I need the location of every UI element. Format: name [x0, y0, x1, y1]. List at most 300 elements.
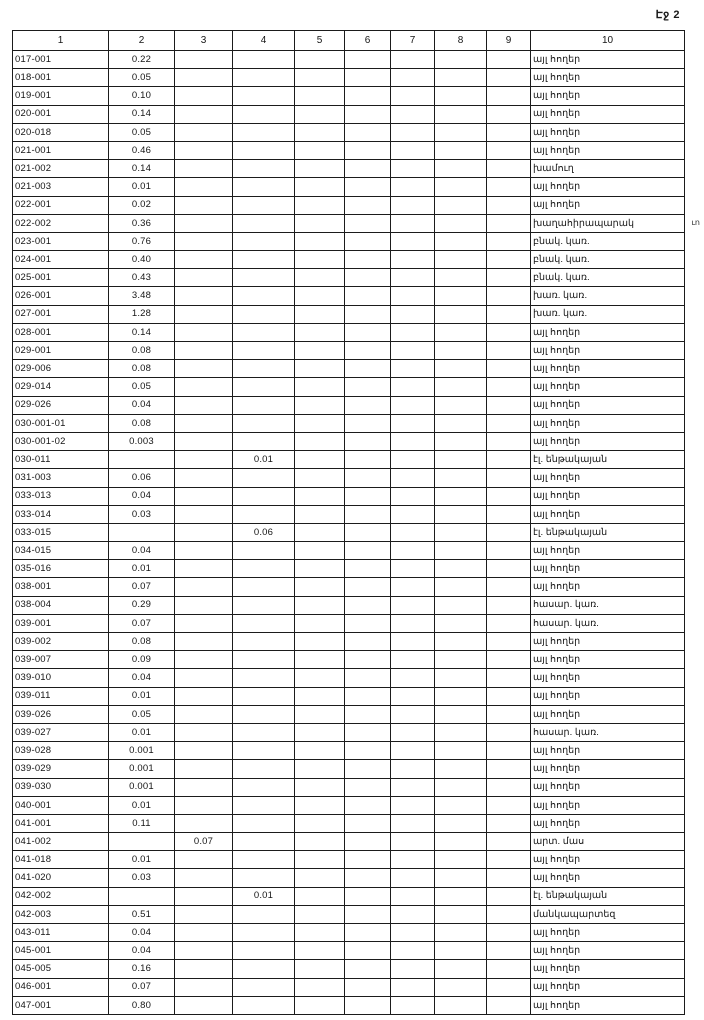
- cell-code: 028-001: [13, 323, 109, 341]
- cell-col4: [233, 778, 295, 796]
- cell-note: այլ հողեր: [531, 378, 685, 396]
- cell-col2: 0.05: [109, 123, 175, 141]
- cell-col6: [345, 287, 391, 305]
- cell-code: 029-001: [13, 342, 109, 360]
- cell-note: այլ հողեր: [531, 814, 685, 832]
- cell-col5: [295, 996, 345, 1014]
- cell-col8: [435, 851, 487, 869]
- cell-note: այլ հողեր: [531, 960, 685, 978]
- cell-col2: 0.001: [109, 742, 175, 760]
- cell-col4: [233, 542, 295, 560]
- cell-col8: [435, 760, 487, 778]
- cell-col6: [345, 87, 391, 105]
- cell-col5: [295, 487, 345, 505]
- table-row: [13, 141, 685, 159]
- cell-col5: [295, 560, 345, 578]
- cell-col8: [435, 378, 487, 396]
- land-registry-table-container: [12, 30, 684, 1015]
- cell-col2: 1.28: [109, 305, 175, 323]
- cell-col7: [391, 887, 435, 905]
- cell-col4: 0.01: [233, 451, 295, 469]
- cell-note: այլ հողեր: [531, 505, 685, 523]
- cell-code: 041-020: [13, 869, 109, 887]
- table-row: [13, 251, 685, 269]
- cell-col5: [295, 814, 345, 832]
- cell-col8: [435, 651, 487, 669]
- cell-note: այլ հողեր: [531, 487, 685, 505]
- cell-col4: [233, 141, 295, 159]
- cell-col6: [345, 269, 391, 287]
- cell-col5: [295, 360, 345, 378]
- cell-col8: [435, 414, 487, 432]
- cell-col9: [487, 560, 531, 578]
- cell-col4: [233, 505, 295, 523]
- cell-col4: [233, 51, 295, 69]
- cell-col7: [391, 360, 435, 378]
- cell-col8: [435, 596, 487, 614]
- cell-col6: [345, 305, 391, 323]
- cell-note: բնակ. կառ.: [531, 251, 685, 269]
- cell-col3: [175, 287, 233, 305]
- cell-col6: [345, 705, 391, 723]
- cell-note: այլ հողեր: [531, 542, 685, 560]
- cell-note: այլ հողեր: [531, 705, 685, 723]
- cell-col2: 0.001: [109, 778, 175, 796]
- cell-col9: [487, 651, 531, 669]
- cell-col7: [391, 924, 435, 942]
- cell-col9: [487, 451, 531, 469]
- cell-col5: [295, 942, 345, 960]
- cell-col5: [295, 87, 345, 105]
- cell-col9: [487, 669, 531, 687]
- cell-col3: [175, 760, 233, 778]
- cell-note: արտ. մաս: [531, 833, 685, 851]
- cell-col3: [175, 796, 233, 814]
- cell-col6: [345, 633, 391, 651]
- cell-col6: [345, 523, 391, 541]
- table-row: [13, 523, 685, 541]
- cell-col4: [233, 232, 295, 250]
- cell-code: 039-030: [13, 778, 109, 796]
- cell-col8: [435, 669, 487, 687]
- cell-col3: [175, 196, 233, 214]
- cell-col3: [175, 887, 233, 905]
- cell-note: այլ հողեր: [531, 869, 685, 887]
- cell-col8: [435, 469, 487, 487]
- cell-note: հասար. կառ.: [531, 723, 685, 741]
- cell-col7: [391, 141, 435, 159]
- cell-col2: 0.46: [109, 141, 175, 159]
- cell-col4: [233, 287, 295, 305]
- cell-col7: [391, 414, 435, 432]
- cell-code: 045-001: [13, 942, 109, 960]
- cell-col4: [233, 614, 295, 632]
- cell-col9: [487, 141, 531, 159]
- cell-col9: [487, 905, 531, 923]
- cell-col2: 3.48: [109, 287, 175, 305]
- cell-col5: [295, 523, 345, 541]
- cell-col3: [175, 942, 233, 960]
- cell-col8: [435, 451, 487, 469]
- cell-col4: [233, 178, 295, 196]
- cell-note: էլ. ենթակայան: [531, 887, 685, 905]
- cell-col2: 0.03: [109, 505, 175, 523]
- cell-col6: [345, 978, 391, 996]
- cell-code: 030-001-01: [13, 414, 109, 432]
- table-row: [13, 178, 685, 196]
- cell-col2: 0.001: [109, 760, 175, 778]
- cell-col7: [391, 687, 435, 705]
- cell-col6: [345, 123, 391, 141]
- cell-col7: [391, 160, 435, 178]
- cell-col7: [391, 323, 435, 341]
- cell-col2: 0.03: [109, 869, 175, 887]
- cell-code: 039-007: [13, 651, 109, 669]
- cell-col3: [175, 542, 233, 560]
- cell-col5: [295, 924, 345, 942]
- cell-code: 023-001: [13, 232, 109, 250]
- cell-col6: [345, 560, 391, 578]
- cell-col6: [345, 960, 391, 978]
- cell-col8: [435, 178, 487, 196]
- cell-col6: [345, 869, 391, 887]
- cell-col6: [345, 596, 391, 614]
- cell-col9: [487, 578, 531, 596]
- cell-col5: [295, 432, 345, 450]
- cell-col7: [391, 214, 435, 232]
- cell-col7: [391, 469, 435, 487]
- cell-col8: [435, 123, 487, 141]
- cell-col2: 0.08: [109, 342, 175, 360]
- cell-col2: 0.80: [109, 996, 175, 1014]
- cell-col4: [233, 978, 295, 996]
- cell-code: 018-001: [13, 69, 109, 87]
- table-row: [13, 833, 685, 851]
- cell-col6: [345, 996, 391, 1014]
- cell-note: այլ հողեր: [531, 778, 685, 796]
- cell-col4: [233, 69, 295, 87]
- cell-col3: [175, 451, 233, 469]
- table-row: [13, 960, 685, 978]
- cell-col4: [233, 669, 295, 687]
- cell-code: 042-002: [13, 887, 109, 905]
- cell-col5: [295, 251, 345, 269]
- cell-col6: [345, 432, 391, 450]
- table-row: [13, 705, 685, 723]
- cell-col5: [295, 451, 345, 469]
- cell-col4: [233, 378, 295, 396]
- cell-col5: [295, 160, 345, 178]
- cell-col8: [435, 251, 487, 269]
- cell-col5: [295, 287, 345, 305]
- cell-col6: [345, 323, 391, 341]
- cell-note: այլ հողեր: [531, 323, 685, 341]
- table-row: [13, 487, 685, 505]
- cell-code: 029-014: [13, 378, 109, 396]
- cell-note: այլ հողեր: [531, 633, 685, 651]
- table-row: [13, 232, 685, 250]
- cell-col3: [175, 523, 233, 541]
- table-row: [13, 760, 685, 778]
- cell-col8: [435, 687, 487, 705]
- cell-col5: [295, 742, 345, 760]
- cell-col8: [435, 796, 487, 814]
- cell-col8: [435, 560, 487, 578]
- cell-col7: [391, 723, 435, 741]
- table-body: [13, 51, 685, 1015]
- table-row: [13, 596, 685, 614]
- cell-col2: 0.14: [109, 105, 175, 123]
- cell-col2: 0.51: [109, 905, 175, 923]
- cell-col6: [345, 942, 391, 960]
- cell-col3: [175, 141, 233, 159]
- cell-code: 021-002: [13, 160, 109, 178]
- cell-col9: [487, 833, 531, 851]
- column-header-4: 4: [233, 31, 295, 51]
- cell-col5: [295, 960, 345, 978]
- cell-code: 024-001: [13, 251, 109, 269]
- cell-col6: [345, 378, 391, 396]
- cell-col2: 0.07: [109, 614, 175, 632]
- cell-col4: [233, 905, 295, 923]
- cell-col8: [435, 887, 487, 905]
- cell-col7: [391, 996, 435, 1014]
- cell-col6: [345, 69, 391, 87]
- cell-col6: [345, 469, 391, 487]
- cell-code: 022-001: [13, 196, 109, 214]
- cell-col9: [487, 978, 531, 996]
- cell-col4: [233, 414, 295, 432]
- cell-code: 039-026: [13, 705, 109, 723]
- cell-code: 020-018: [13, 123, 109, 141]
- cell-col9: [487, 742, 531, 760]
- cell-col2: 0.04: [109, 487, 175, 505]
- cell-code: 026-001: [13, 287, 109, 305]
- cell-col4: [233, 633, 295, 651]
- cell-col2: 0.04: [109, 396, 175, 414]
- cell-note: այլ հողեր: [531, 796, 685, 814]
- cell-col2: 0.09: [109, 651, 175, 669]
- cell-note: այլ հողեր: [531, 414, 685, 432]
- cell-col9: [487, 432, 531, 450]
- cell-code: 042-003: [13, 905, 109, 923]
- cell-col6: [345, 214, 391, 232]
- cell-col2: 0.01: [109, 796, 175, 814]
- cell-col8: [435, 305, 487, 323]
- cell-col4: [233, 560, 295, 578]
- table-row: [13, 778, 685, 796]
- cell-col5: [295, 887, 345, 905]
- cell-col3: [175, 705, 233, 723]
- cell-col2: 0.10: [109, 87, 175, 105]
- cell-col6: [345, 778, 391, 796]
- cell-col4: [233, 269, 295, 287]
- cell-col4: [233, 196, 295, 214]
- cell-col6: [345, 578, 391, 596]
- cell-col9: [487, 723, 531, 741]
- cell-col4: 0.01: [233, 887, 295, 905]
- cell-col2: 0.05: [109, 378, 175, 396]
- cell-col5: [295, 378, 345, 396]
- cell-col2: 0.29: [109, 596, 175, 614]
- cell-col9: [487, 633, 531, 651]
- cell-col2: 0.08: [109, 360, 175, 378]
- cell-col6: [345, 505, 391, 523]
- cell-col7: [391, 614, 435, 632]
- cell-col8: [435, 905, 487, 923]
- cell-col8: [435, 523, 487, 541]
- margin-note: ւո: [691, 218, 700, 227]
- cell-col3: [175, 269, 233, 287]
- cell-col9: [487, 687, 531, 705]
- cell-col6: [345, 742, 391, 760]
- cell-col5: [295, 123, 345, 141]
- cell-col2: 0.43: [109, 269, 175, 287]
- cell-col8: [435, 323, 487, 341]
- cell-note: այլ հողեր: [531, 178, 685, 196]
- cell-col5: [295, 633, 345, 651]
- cell-col7: [391, 487, 435, 505]
- cell-col6: [345, 396, 391, 414]
- cell-col7: [391, 960, 435, 978]
- cell-col3: [175, 396, 233, 414]
- cell-col7: [391, 232, 435, 250]
- table-row: [13, 378, 685, 396]
- cell-col5: [295, 542, 345, 560]
- cell-col7: [391, 833, 435, 851]
- cell-col2: 0.003: [109, 432, 175, 450]
- cell-col3: [175, 105, 233, 123]
- cell-col3: [175, 614, 233, 632]
- cell-col4: [233, 851, 295, 869]
- cell-col4: [233, 723, 295, 741]
- cell-code: 021-001: [13, 141, 109, 159]
- page-number-label: Էջ 2: [655, 9, 680, 21]
- cell-note: այլ հողեր: [531, 996, 685, 1014]
- cell-code: 039-010: [13, 669, 109, 687]
- cell-note: խամուղ: [531, 160, 685, 178]
- cell-col5: [295, 105, 345, 123]
- cell-col2: 0.11: [109, 814, 175, 832]
- cell-col2: 0.01: [109, 560, 175, 578]
- cell-col2: 0.08: [109, 414, 175, 432]
- cell-col7: [391, 178, 435, 196]
- table-row: [13, 942, 685, 960]
- cell-note: այլ հողեր: [531, 687, 685, 705]
- cell-col9: [487, 996, 531, 1014]
- cell-col2: 0.04: [109, 924, 175, 942]
- cell-col4: [233, 342, 295, 360]
- cell-col5: [295, 723, 345, 741]
- cell-col5: [295, 705, 345, 723]
- cell-col2: 0.36: [109, 214, 175, 232]
- table-row: [13, 578, 685, 596]
- cell-col9: [487, 760, 531, 778]
- cell-col7: [391, 578, 435, 596]
- cell-col4: [233, 796, 295, 814]
- cell-note: այլ հողեր: [531, 851, 685, 869]
- cell-note: մանկապարտեզ: [531, 905, 685, 923]
- cell-col9: [487, 414, 531, 432]
- cell-col2: 0.08: [109, 633, 175, 651]
- cell-code: 030-001-02: [13, 432, 109, 450]
- cell-col7: [391, 596, 435, 614]
- table-row: [13, 360, 685, 378]
- column-header-3: 3: [175, 31, 233, 51]
- cell-col2: 0.07: [109, 578, 175, 596]
- cell-col7: [391, 978, 435, 996]
- cell-col4: [233, 305, 295, 323]
- cell-col9: [487, 196, 531, 214]
- cell-code: 041-001: [13, 814, 109, 832]
- cell-col3: [175, 924, 233, 942]
- cell-col9: [487, 796, 531, 814]
- cell-col8: [435, 542, 487, 560]
- cell-col5: [295, 669, 345, 687]
- table-row: [13, 560, 685, 578]
- cell-col8: [435, 942, 487, 960]
- table-header-row: [13, 31, 685, 51]
- cell-col9: [487, 342, 531, 360]
- table-row: [13, 323, 685, 341]
- cell-note: այլ հողեր: [531, 342, 685, 360]
- cell-col3: [175, 487, 233, 505]
- cell-note: այլ հողեր: [531, 396, 685, 414]
- cell-col6: [345, 796, 391, 814]
- cell-col4: [233, 687, 295, 705]
- cell-col4: [233, 160, 295, 178]
- column-header-7: 7: [391, 31, 435, 51]
- cell-col8: [435, 160, 487, 178]
- cell-col2: 0.01: [109, 851, 175, 869]
- cell-col9: [487, 232, 531, 250]
- cell-col2: 0.76: [109, 232, 175, 250]
- cell-col2: 0.05: [109, 69, 175, 87]
- cell-col7: [391, 942, 435, 960]
- cell-note: այլ հողեր: [531, 578, 685, 596]
- cell-col2: 0.04: [109, 542, 175, 560]
- cell-col3: [175, 669, 233, 687]
- cell-col8: [435, 51, 487, 69]
- cell-col7: [391, 105, 435, 123]
- cell-col8: [435, 287, 487, 305]
- cell-col5: [295, 505, 345, 523]
- cell-col9: [487, 523, 531, 541]
- cell-col6: [345, 487, 391, 505]
- table-row: [13, 123, 685, 141]
- cell-code: 033-015: [13, 523, 109, 541]
- cell-col8: [435, 742, 487, 760]
- cell-col5: [295, 342, 345, 360]
- cell-col6: [345, 760, 391, 778]
- cell-col3: [175, 723, 233, 741]
- cell-col5: [295, 396, 345, 414]
- cell-col9: [487, 87, 531, 105]
- cell-note: այլ հողեր: [531, 560, 685, 578]
- cell-col3: [175, 214, 233, 232]
- cell-col7: [391, 851, 435, 869]
- column-header-9: 9: [487, 31, 531, 51]
- cell-col3: [175, 814, 233, 832]
- cell-col2: [109, 833, 175, 851]
- cell-col4: [233, 924, 295, 942]
- cell-col2: 0.04: [109, 942, 175, 960]
- cell-col4: [233, 942, 295, 960]
- table-row: [13, 614, 685, 632]
- cell-col7: [391, 542, 435, 560]
- cell-note: էլ. ենթակայան: [531, 451, 685, 469]
- cell-col8: [435, 396, 487, 414]
